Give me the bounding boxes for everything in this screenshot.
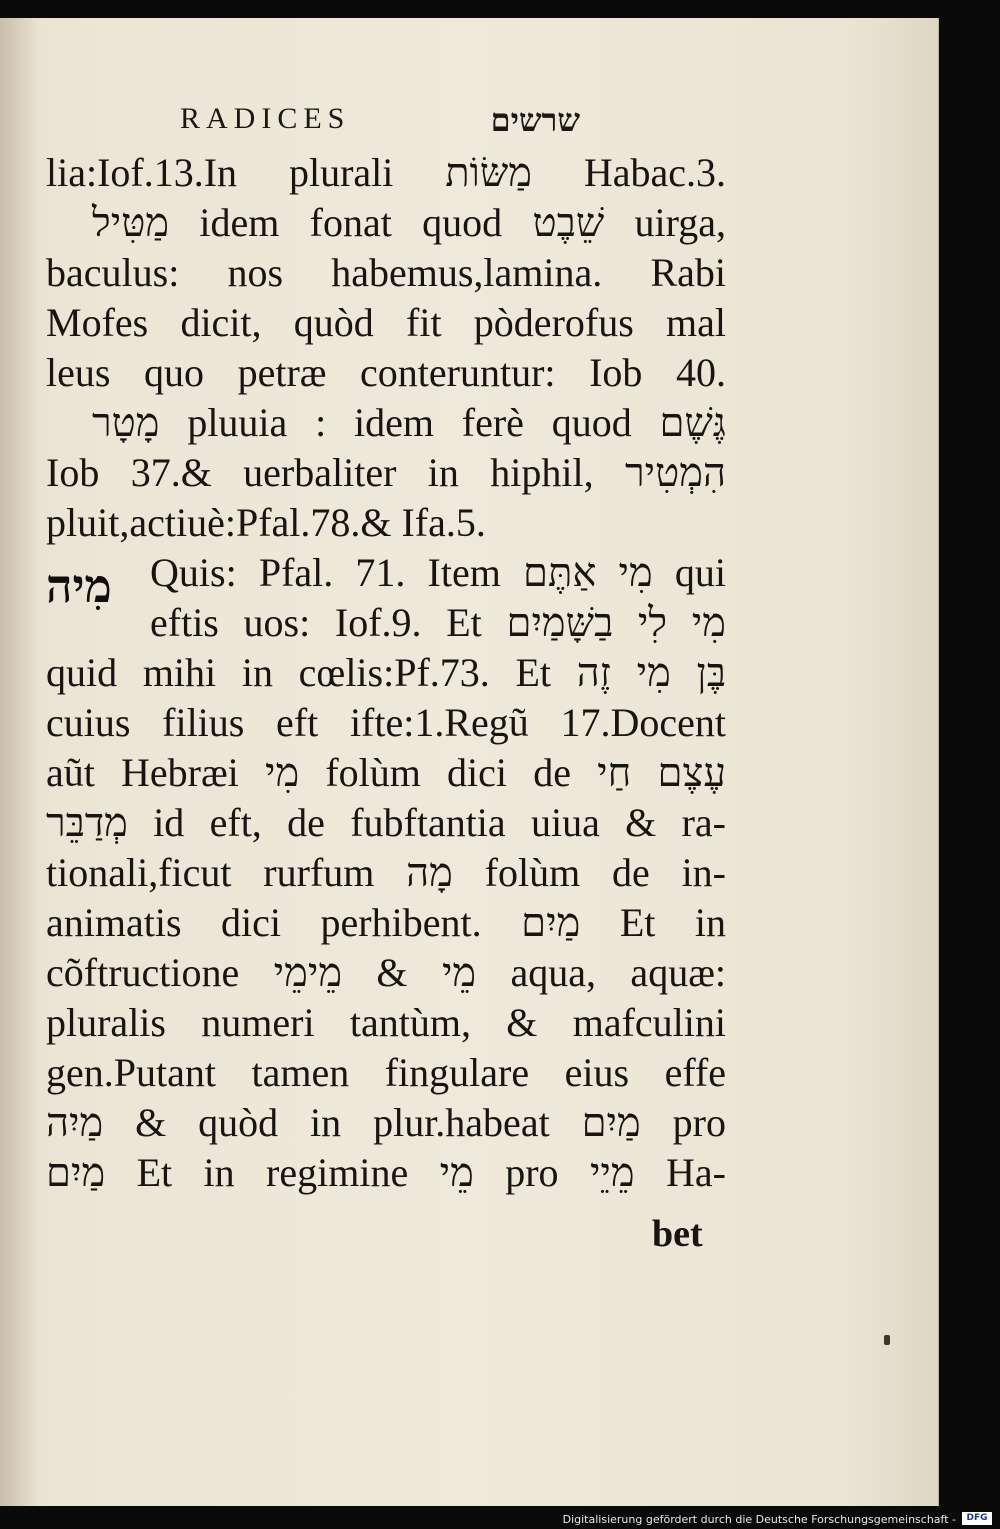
text-line: Quis: Pfal. 71. Item מִי אַתֶּם qui — [150, 550, 726, 595]
text-line: tionali,ficut rurfum מָה folùm de in- — [46, 850, 726, 895]
text-line: pluit,actiuè:Pfal.78.& Ifa.5. — [46, 500, 486, 545]
margin-ink-mark — [884, 1335, 890, 1345]
text-line: cuius filius eft ifte:1.Regũ 17.Docent — [46, 700, 726, 745]
text-line: pluralis numeri tantùm, & mafculini — [46, 1000, 726, 1045]
text-line: cõftructione מֵי & מֵימֵי aqua, aquæ: — [46, 950, 726, 995]
text-line: מַיִם Et in regimine מֵי pro מֵיֵי Ha- — [46, 1150, 726, 1195]
text-line: gen.Putant tamen fingulare eius effe — [46, 1050, 726, 1095]
running-header — [180, 102, 600, 142]
text-line: מַטִּיל idem fonat quod שֵׁבֶט uirga, — [92, 200, 726, 245]
text-line: animatis dici perhibent. מַיִם Et in — [46, 900, 726, 945]
footer-bar — [0, 1507, 1000, 1529]
text-line: eftis uos: Iof.9. Et מִי לִי בַשָּׁמַיִם — [150, 600, 726, 645]
digitization-credit: Digitalisierung gefördert durch die Deutsche Forschungsgemeinschaft - — [562, 1513, 956, 1526]
header-latin: RADICES — [180, 102, 351, 135]
text-line: baculus: nos habemus,lamina. Rabi — [46, 250, 726, 295]
dfg-logo: DFG — [962, 1512, 992, 1525]
text-line: מְדַבֵּר id eft, de fubftantia uiua & ra- — [46, 800, 726, 845]
text-line: מָטָר pluuia : idem ferè quod גֶּשֶׁם — [92, 400, 726, 445]
text-line: מַיִה & quòd in plur.habeat מַיִם pro — [46, 1100, 726, 1145]
initial-letters: מִיה — [46, 559, 112, 613]
catchword: bet — [652, 1213, 703, 1255]
text-line: aũt Hebræi מִי folùm dici de עֶצֶם חַי — [46, 750, 726, 795]
text-line: leus quo petræ conteruntur: Iob 40. — [46, 350, 726, 395]
text-line: quid mihi in cœlis:Pf.73. Et בֶּן מִי זֶה — [46, 650, 726, 695]
text-line: Iob 37.& uerbaliter in hiphil, הִמְטִיר — [46, 450, 726, 495]
text-line: Mofes dicit, quòd fit pòderofus mal — [46, 300, 726, 345]
body-text — [46, 148, 726, 1198]
text-line: lia:Iof.13.In plurali מַשּׂוֹת Habac.3. — [46, 150, 726, 195]
header-hebrew: שרשים — [490, 102, 580, 138]
